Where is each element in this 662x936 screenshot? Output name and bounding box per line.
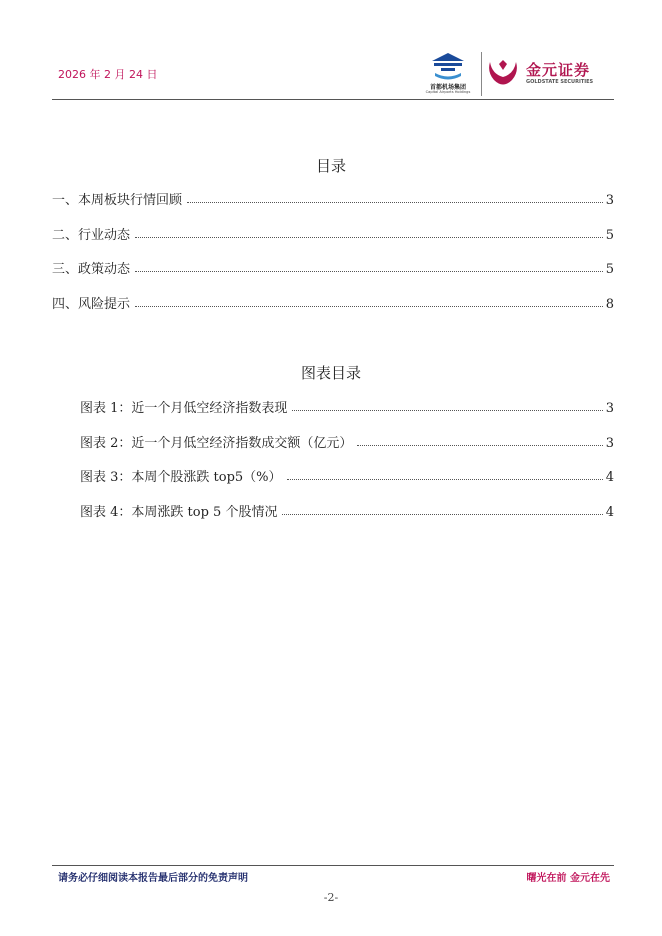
figure-toc-item[interactable] (80, 431, 614, 451)
footer-rule (52, 865, 614, 866)
toc-item-page: 3 (605, 193, 614, 208)
goldstate-logo (486, 54, 606, 94)
toc-item-page: 8 (605, 297, 614, 312)
toc-title: 目录 (315, 157, 346, 175)
figure-toc-item-page: 4 (605, 470, 614, 485)
toc-item-label: 三、政策动态 (52, 262, 131, 277)
goldstate-emblem-icon (486, 58, 520, 88)
toc-item-label: 二、行业动态 (52, 228, 131, 243)
capital-airports-logo (418, 52, 478, 96)
toc-leader-dots (292, 410, 602, 411)
figure-toc-item[interactable] (80, 500, 614, 520)
toc-item-label: 四、风险提示 (52, 297, 131, 312)
goldstate-logo-en: GOLDSTATE SECURITIES (526, 79, 594, 85)
toc-item-label: 一、本周板块行情回顾 (52, 193, 183, 208)
header-rule (52, 99, 614, 100)
logo-divider (481, 52, 482, 96)
toc-leader-dots (282, 514, 602, 515)
toc-item[interactable] (52, 188, 614, 208)
toc-leader-dots (135, 271, 603, 272)
figure-toc-title: 图表目录 (300, 364, 361, 382)
figure-toc-item-page: 3 (605, 401, 614, 416)
report-date: 2026 年 2 月 24 日 (58, 68, 158, 81)
figure-toc-item[interactable] (80, 465, 614, 485)
figure-toc-item-label: 图表 4：本周涨跌 top 5 个股情况 (80, 505, 278, 520)
goldstate-logo-cn: 金元证券 (526, 61, 591, 79)
airport-emblem-icon (431, 52, 465, 80)
figure-toc-item-label: 图表 2：近一个月低空经济指数成交额（亿元） (80, 436, 353, 451)
footer-slogan: 曙光在前 金元在先 (526, 873, 610, 884)
page-number: -2- (323, 891, 339, 904)
toc-item-page: 5 (605, 262, 614, 277)
figure-toc-item-label: 图表 3：本周个股涨跌 top5（%） (80, 470, 282, 485)
toc-item[interactable] (52, 223, 614, 243)
toc-leader-dots (287, 479, 603, 480)
airport-logo-cn: 首都机场集团 (429, 84, 466, 91)
figure-toc-item-label: 图表 1：近一个月低空经济指数表现 (80, 401, 288, 416)
toc-leader-dots (187, 202, 603, 203)
airport-logo-en: Capital Airports Holdings (425, 90, 471, 94)
toc-leader-dots (357, 445, 602, 446)
toc-leader-dots (135, 306, 603, 307)
footer-disclaimer: 请务必仔细阅读本报告最后部分的免责声明 (58, 873, 248, 884)
figure-toc-item-page: 3 (605, 436, 614, 451)
toc-item-page: 5 (605, 228, 614, 243)
figure-toc-item[interactable] (80, 396, 614, 416)
figure-toc-item-page: 4 (605, 505, 614, 520)
toc-item[interactable] (52, 292, 614, 312)
toc-leader-dots (135, 237, 603, 238)
toc-item[interactable] (52, 257, 614, 277)
